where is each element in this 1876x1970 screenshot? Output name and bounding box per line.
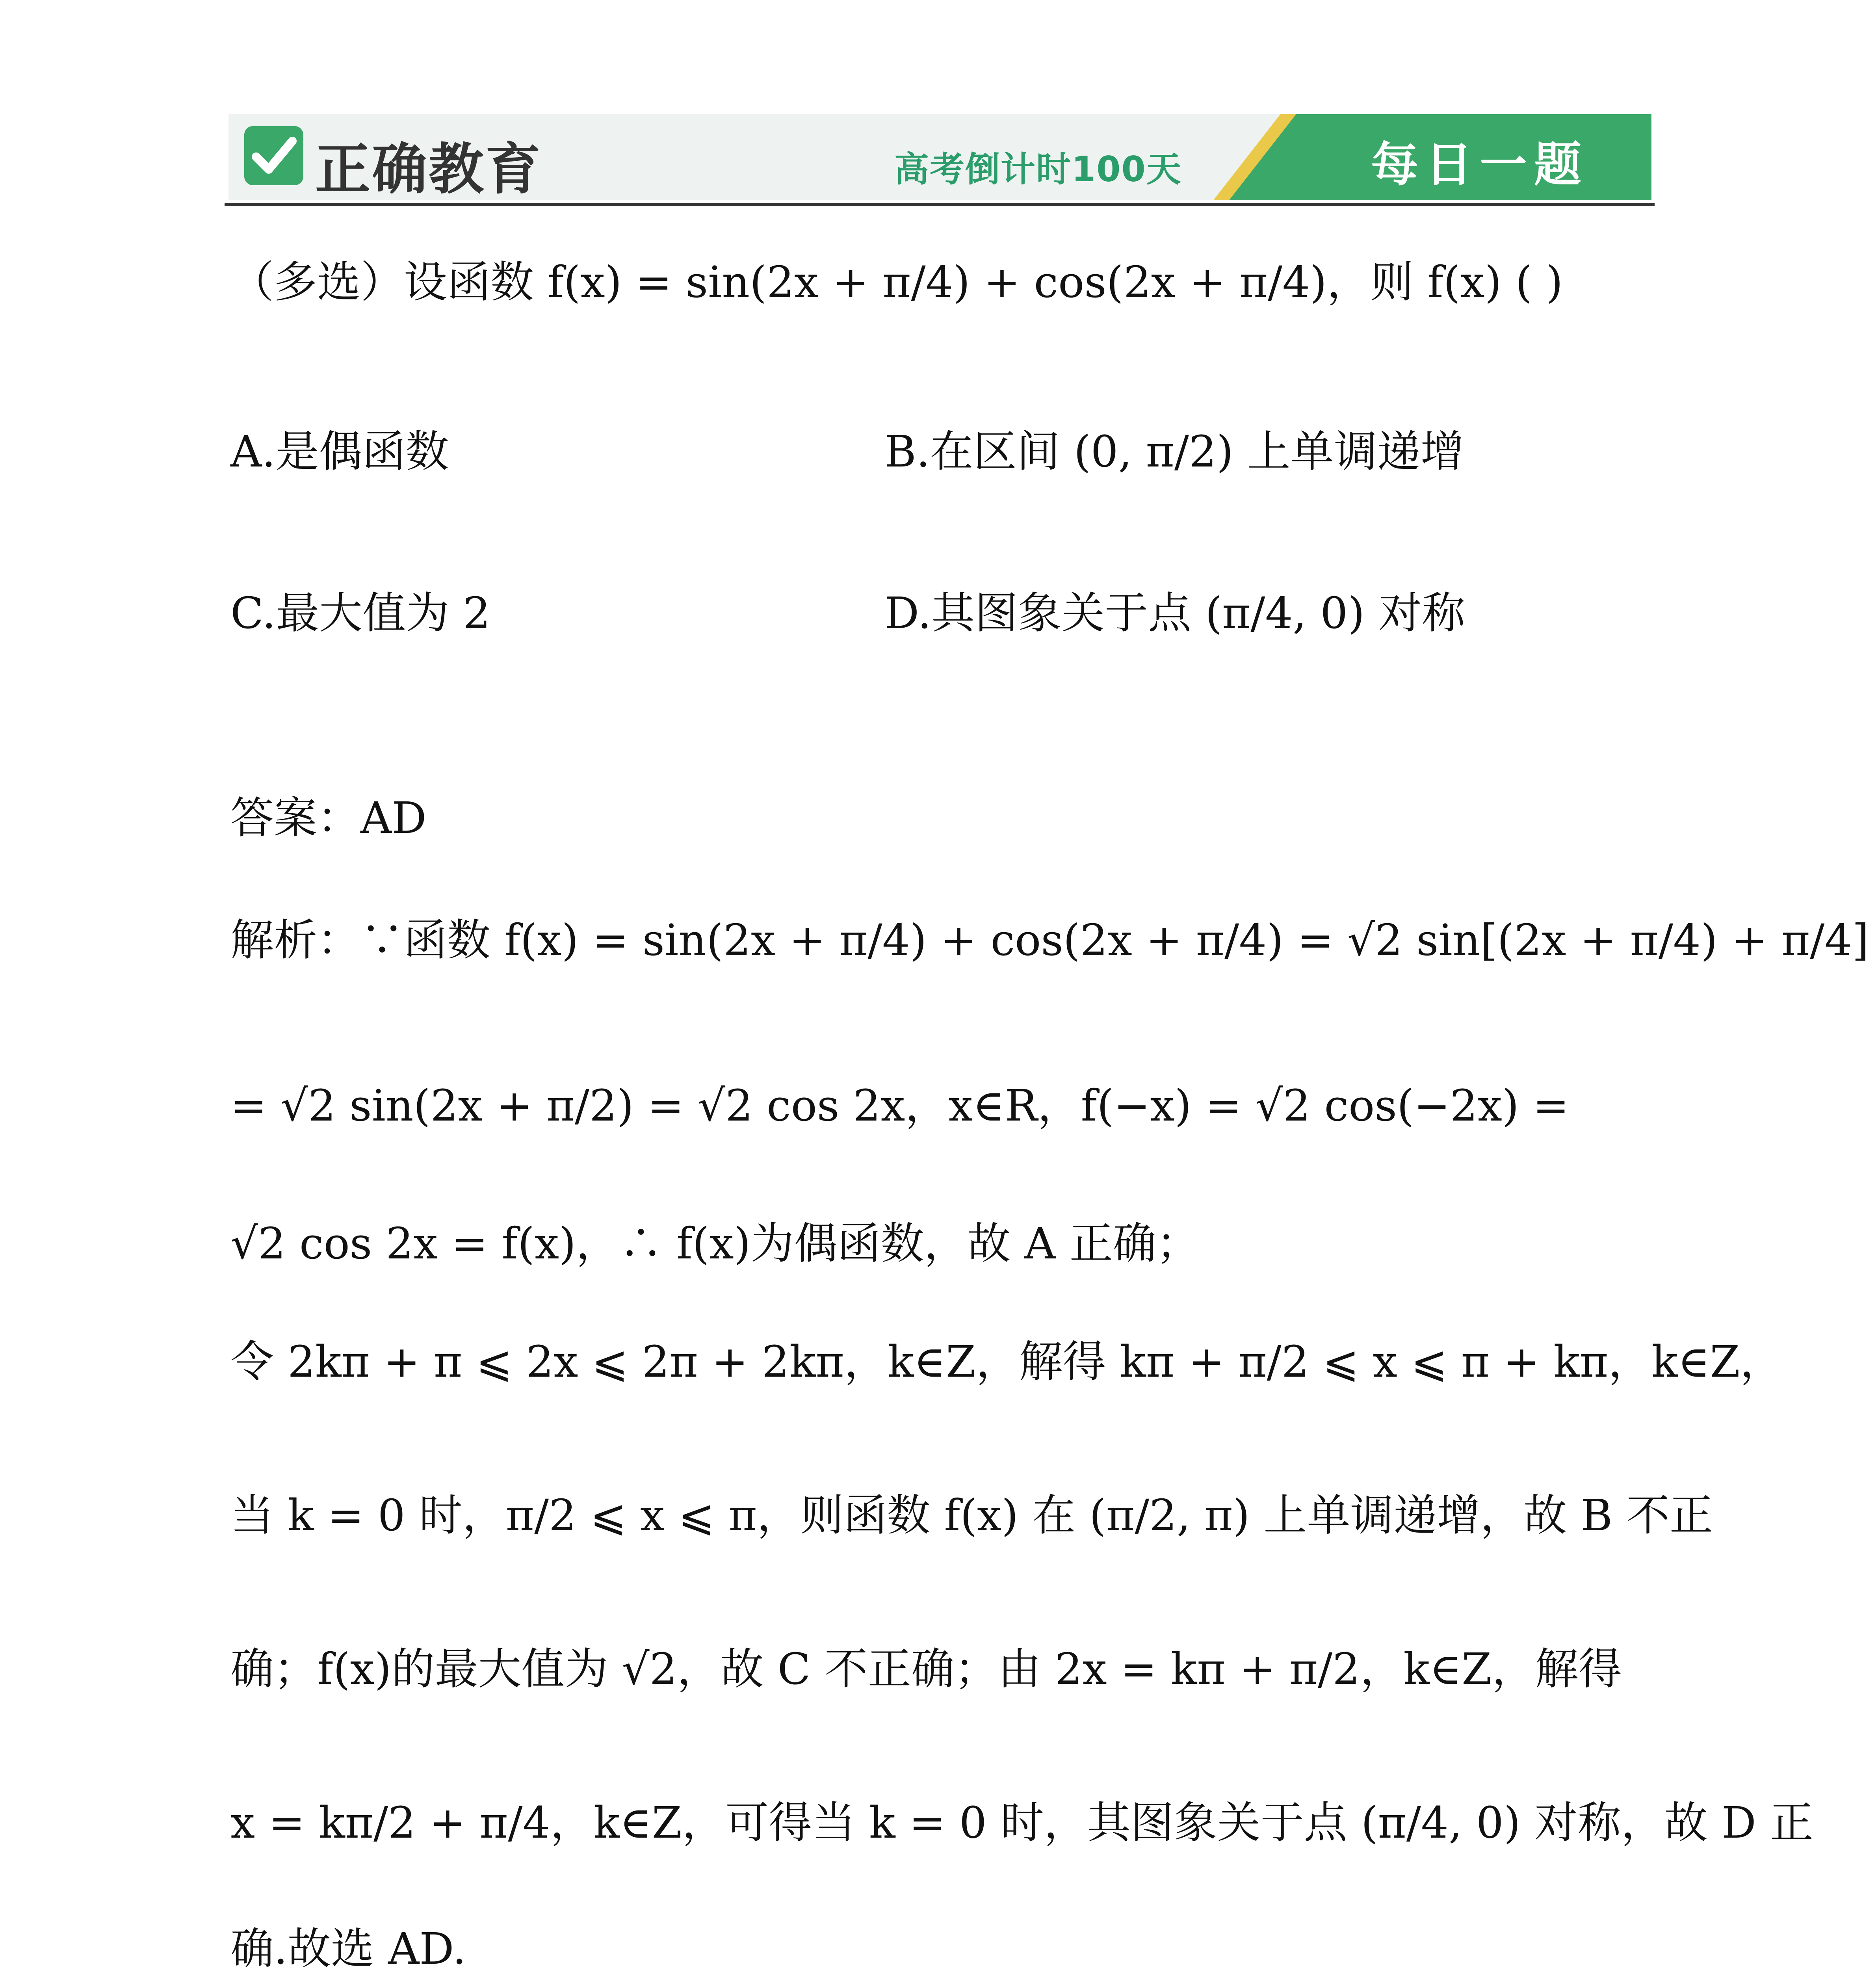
analysis-line-6: 确；f(x)的最大值为 √2，故 C 不正确；由 2x = kπ + π/2，k∈Z，解得 [230,1644,1622,1694]
answer: 答案：AD [230,793,427,843]
analysis-line-5: 当 k = 0 时，π/2 ⩽ x ⩽ π，则函数 f(x) 在 (π/2, π) 上单调递增，故 B 不正 [230,1490,1713,1541]
daily-question-label: 每日一题 [1371,138,1588,192]
option-b: B.在区间 (0, π/2) 上单调递增 [884,426,1464,477]
analysis-line-4: 令 2kπ + π ⩽ 2x ⩽ 2π + 2kπ，k∈Z，解得 kπ + π/2 ⩽ x ⩽ π + kπ，k∈Z， [230,1336,1783,1387]
question-stem: （多选）设函数 f(x) = sin(2x + π/4) + cos(2x + π/4)，则 f(x) ( ) [230,257,1563,307]
analysis-line-2: = √2 sin(2x + π/2) = √2 cos 2x，x∈R，f(−x) = √2 cos(−2x) = [230,1080,1569,1131]
countdown-text: 高考倒计时100天 [894,149,1182,190]
analysis-line-3: √2 cos 2x = f(x)，∴ f(x)为偶函数，故 A 正确； [230,1218,1200,1269]
header-divider [225,203,1655,206]
brand-name: 正确教育 [315,138,542,202]
option-a: A.是偶函数 [230,426,449,477]
option-c: C.最大值为 2 [230,588,491,638]
analysis-line-1: 解析：∵函数 f(x) = sin(2x + π/4) + cos(2x + π/4) = √2 sin[(2x + π/4) + π/4] [230,915,1869,965]
analysis-line-7: x = kπ/2 + π/4，k∈Z，可得当 k = 0 时，其图象关于点 (π/4, 0) 对称，故 D 正 [230,1797,1813,1848]
check-logo-icon [244,126,303,185]
header-banner [228,114,1651,200]
analysis-line-8: 确.故选 AD. [230,1924,466,1970]
option-d: D.其图象关于点 (π/4, 0) 对称 [884,588,1466,638]
